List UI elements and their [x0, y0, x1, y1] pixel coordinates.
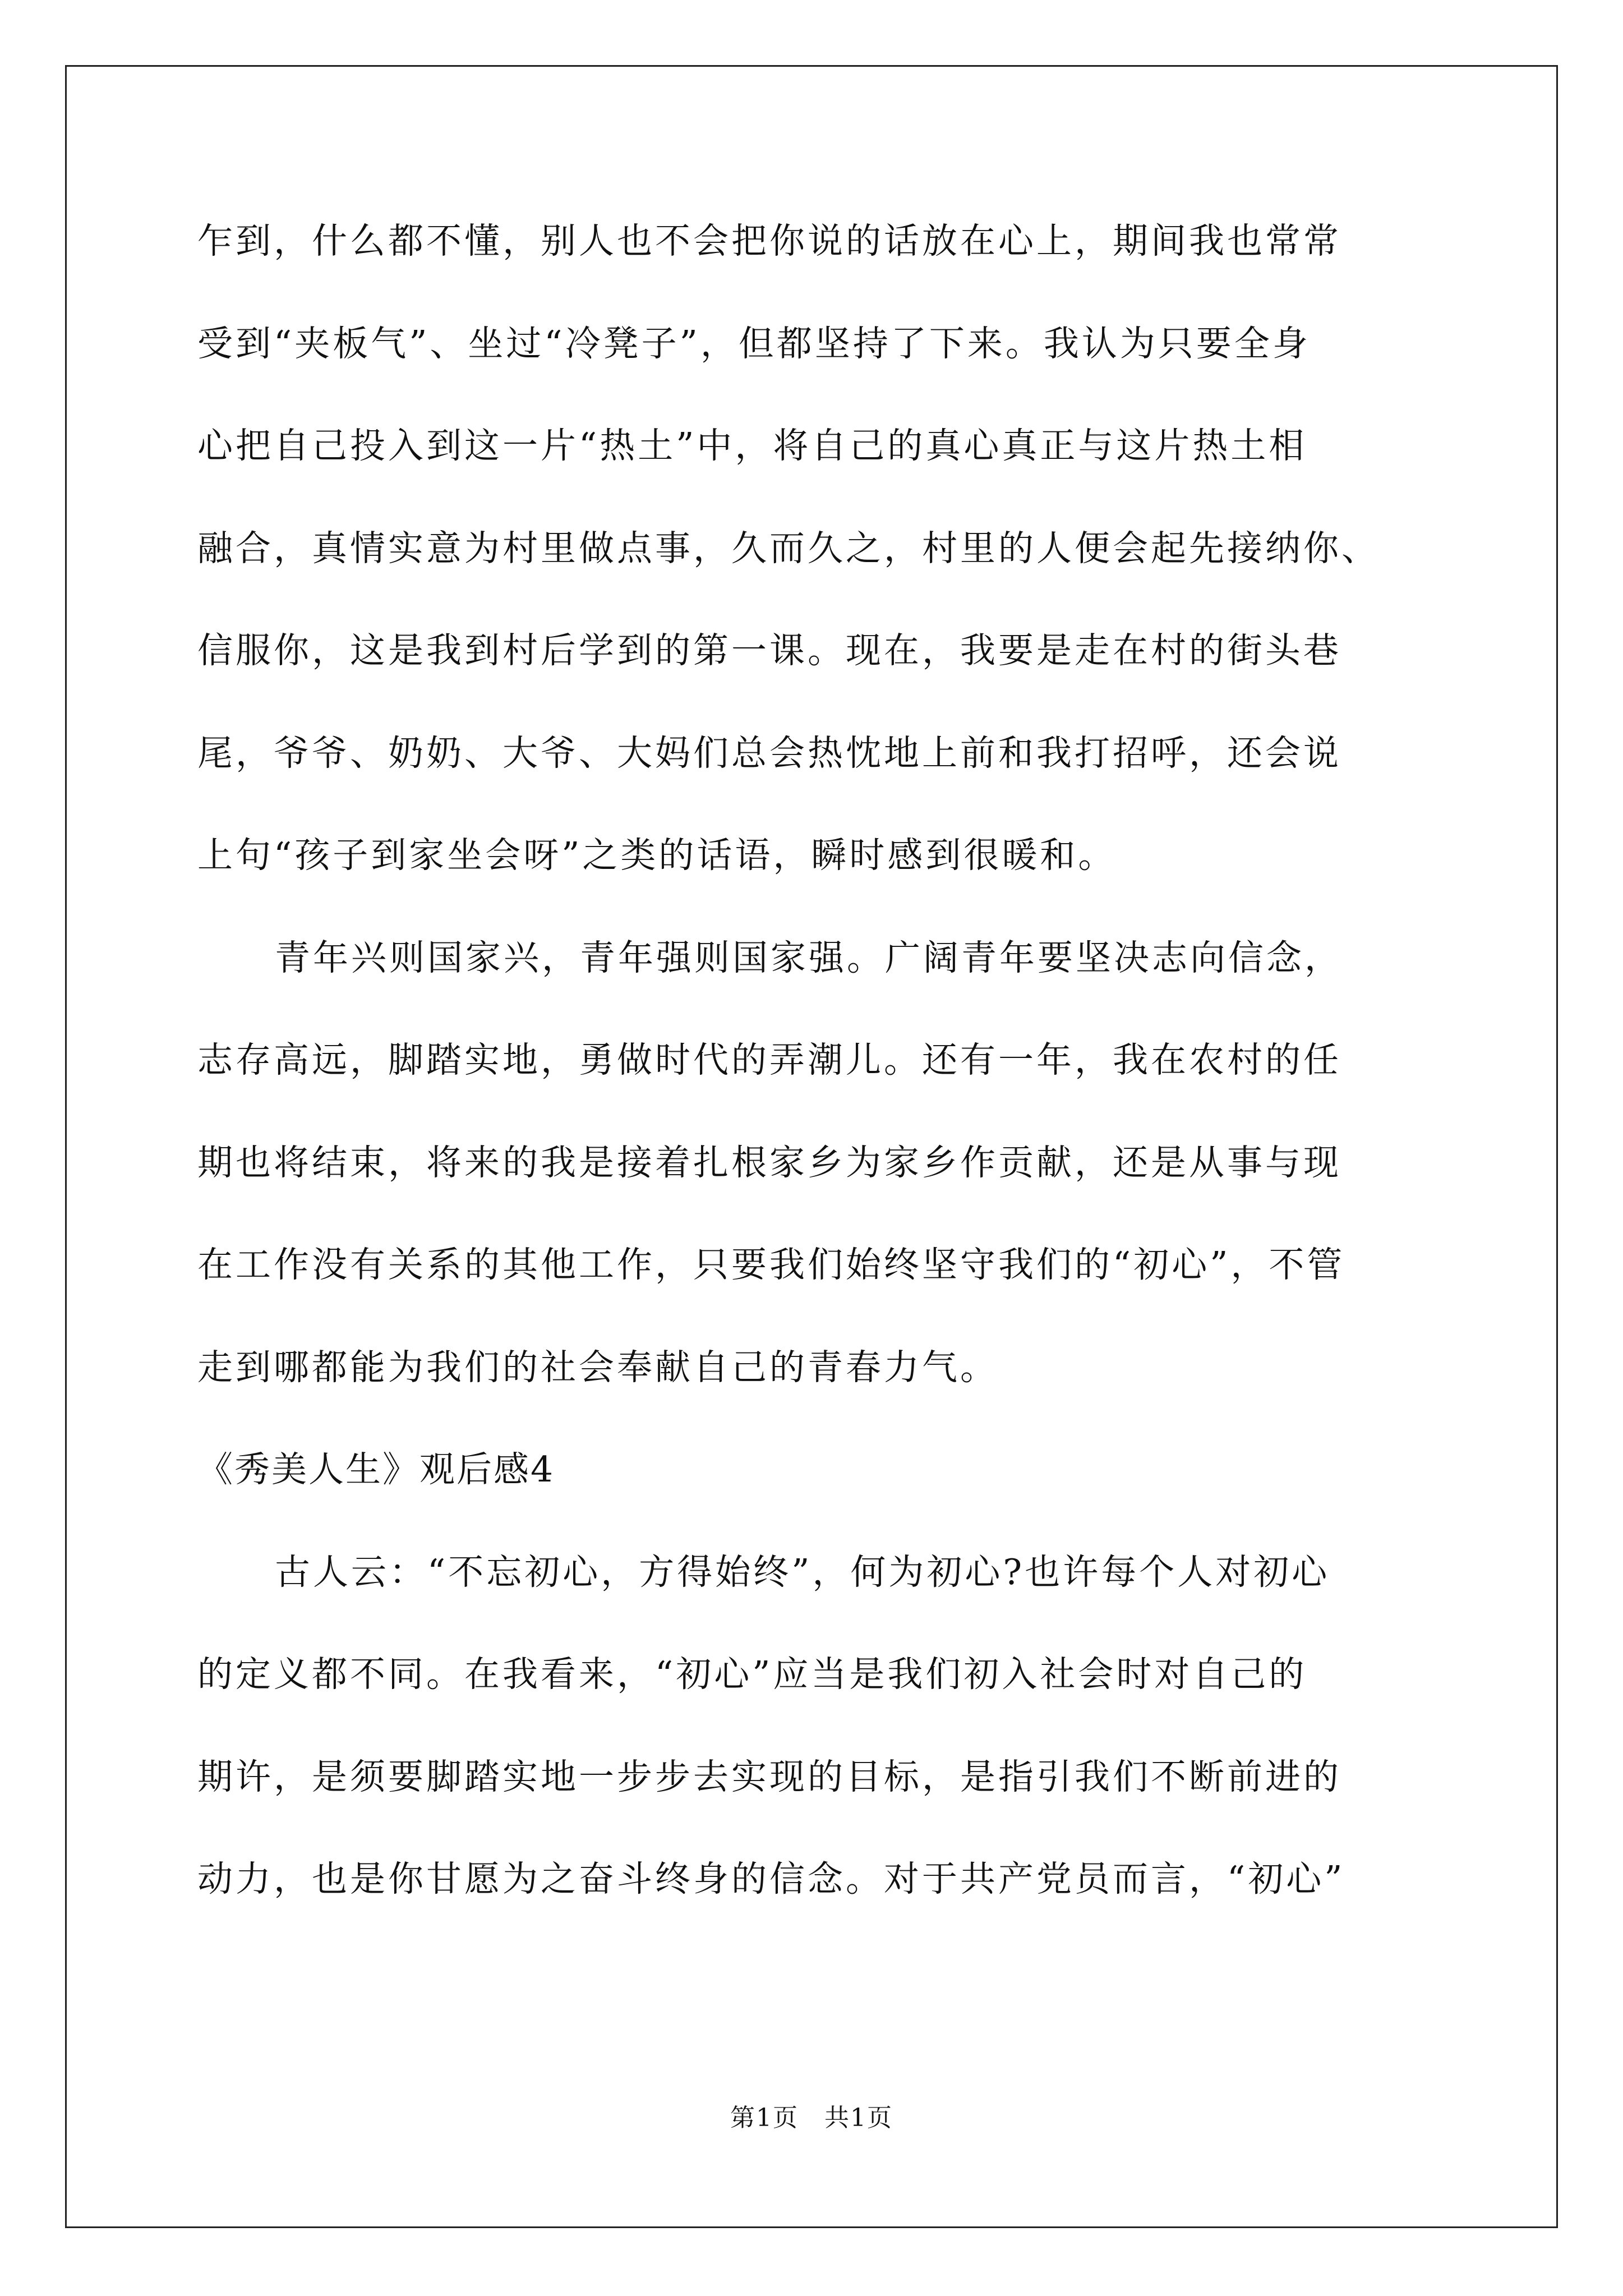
text-line: 期也将结束，将来的我是接着扎根家乡为家乡作贡献，还是从事与现	[197, 1142, 1341, 1183]
text-line: 动力，也是你甘愿为之奋斗终身的信念。对于共产党员而言，“初心”	[197, 1858, 1345, 1899]
page-footer	[0, 2101, 1623, 2135]
text-line: 的定义都不同。在我看来，“初心”应当是我们初入社会时对自己的	[197, 1654, 1307, 1695]
text-line: 上句“孩子到家坐会呀”之类的话语，瞬时感到很暖和。	[197, 835, 1117, 876]
text-line: 期许，是须要脚踏实地一步步去实现的目标，是指引我们不断前进的	[197, 1756, 1341, 1797]
paragraph-start-line: 青年兴则国家兴，青年强则国家强。广阔青年要坚决志向信念，	[275, 937, 1343, 978]
text-line: 乍到，什么都不懂，别人也不会把你说的话放在心上，期间我也常常	[197, 220, 1341, 261]
text-line: 受到“夹板气”、坐过“冷凳子”，但都坚持了下来。我认为只要全身	[197, 323, 1311, 364]
paragraph-start-line: 古人云：“不忘初心，方得始终”，何为初心?也许每个人对初心	[275, 1551, 1330, 1593]
text-line: 融合，真情实意为村里做点事，久而久之，村里的人便会起先接纳你、	[197, 527, 1380, 569]
text-line: 在工作没有关系的其他工作，只要我们始终坚守我们的“初心”，不管	[197, 1244, 1345, 1285]
text-line: 尾，爷爷、奶奶、大爷、大妈们总会热忱地上前和我打招呼，还会说	[197, 732, 1341, 774]
text-line: 心把自己投入到这一片“热土”中，将自己的真心真正与这片热土相	[197, 425, 1307, 466]
text-line: 志存高远，脚踏实地，勇做时代的弄潮儿。还有一年，我在农村的任	[197, 1039, 1341, 1080]
document-body	[197, 208, 1431, 1948]
text-line: 走到哪都能为我们的社会奉献自己的青春力气。	[197, 1346, 998, 1388]
section-title: 《秀美人生》观后感4	[197, 1449, 555, 1490]
page-total: 共1页	[824, 2104, 893, 2132]
page-number: 第1页	[730, 2104, 799, 2132]
text-line: 信服你，这是我到村后学到的第一课。现在，我要是走在村的街头巷	[197, 630, 1341, 671]
